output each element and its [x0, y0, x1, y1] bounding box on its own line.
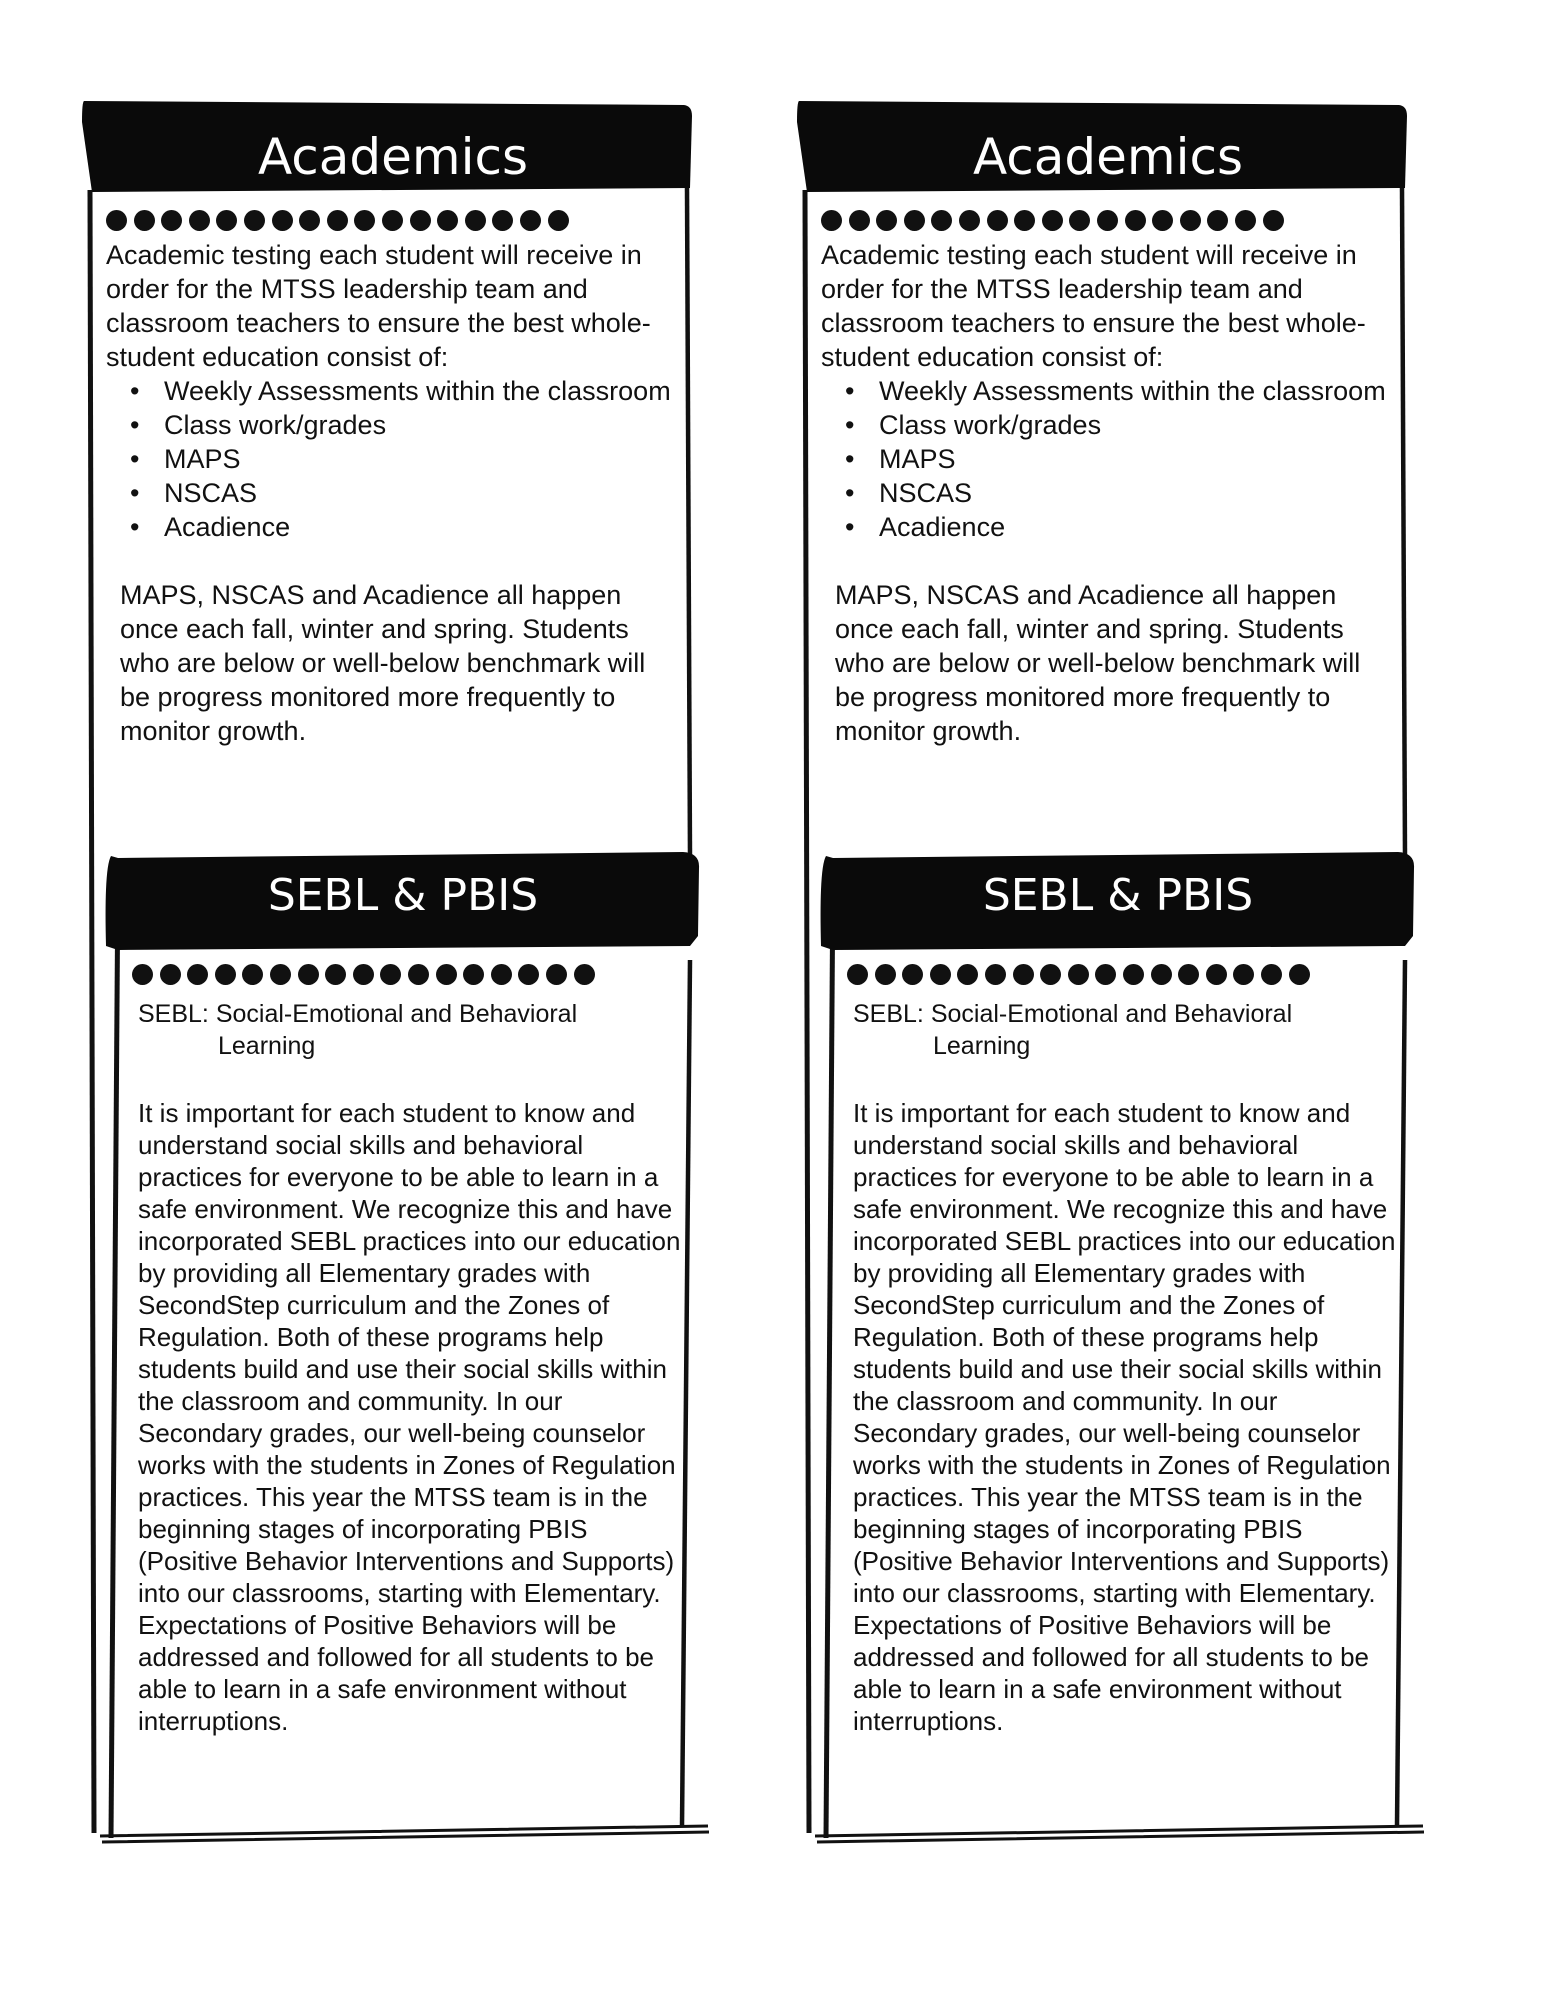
list-item: • Weekly Assessments within the classroom [841, 374, 1386, 408]
academics-heading: Academics [257, 128, 529, 186]
sebl-pbis-heading: SEBL & PBIS [982, 870, 1254, 921]
list-item: • Weekly Assessments within the classroom [126, 374, 671, 408]
sebl-paragraph: It is important for each student to know and understand social skills and behavioral practices for everyone to be able to learn in a safe environment. We recognize this and have incorporated SEBL practices into our education by providing all Elementary grades with SecondStep curriculum and the Zones of Regulation. Both of these programs help students build and use their social skills within the classroom and community. In our Secondary grades, our well-being counselor works with the students in Zones of Regulation practices. This year the MTSS team is in the beginning stages of incorporating PBIS (Positive Behavior Interventions and Supports) into our classrooms, starting with Elementary. Expectations of Positive Behaviors will be addressed and followed for all students to be able to learn in a safe environment without interruptions. [138, 1098, 681, 1736]
sebl-term: SEBL: [853, 1000, 924, 1028]
list-item: • Class work/grades [126, 408, 671, 442]
sebl-definition [138, 998, 658, 1062]
sebl-definition [853, 998, 1373, 1062]
list-item: • MAPS [841, 442, 1386, 476]
academics-body [106, 238, 671, 748]
academics-paragraph: MAPS, NSCAS and Acadience all happen once each fall, winter and spring. Students who are below or well-below benchmark will be progress monitored more frequently to monitor growth. [120, 580, 646, 746]
sebl-term: SEBL: [138, 1000, 209, 1028]
academics-intro: Academic testing each student will receive in order for the MTSS leadership team and classroom teachers to ensure the best whole-student education consist of: [821, 240, 1366, 372]
academics-intro: Academic testing each student will receive in order for the MTSS leadership team and classroom teachers to ensure the best whole-student education consist of: [106, 240, 651, 372]
bookmark-card-left [78, 98, 698, 1858]
list-item: • Acadience [841, 510, 1386, 544]
dot-divider [847, 964, 1310, 985]
list-item: • Acadience [126, 510, 671, 544]
sebl-paragraph: It is important for each student to know and understand social skills and behavioral practices for everyone to be able to learn in a safe environment. We recognize this and have incorporated SEBL practices into our education by providing all Elementary grades with SecondStep curriculum and the Zones of Regulation. Both of these programs help students build and use their social skills within the classroom and community. In our Secondary grades, our well-being counselor works with the students in Zones of Regulation practices. This year the MTSS team is in the beginning stages of incorporating PBIS (Positive Behavior Interventions and Supports) into our classrooms, starting with Elementary. Expectations of Positive Behaviors will be addressed and followed for all students to be able to learn in a safe environment without interruptions. [853, 1098, 1396, 1736]
list-item: • NSCAS [841, 476, 1386, 510]
dot-divider [106, 210, 569, 231]
academics-body [821, 238, 1386, 748]
dot-divider [821, 210, 1284, 231]
assessment-list [106, 374, 671, 544]
list-item: • Class work/grades [841, 408, 1386, 442]
academics-paragraph: MAPS, NSCAS and Acadience all happen once each fall, winter and spring. Students who are below or well-below benchmark will be progress monitored more frequently to monitor growth. [835, 580, 1361, 746]
sebl-term-text: Social-Emotional and Behavioral [930, 1000, 1293, 1028]
sebl-term-text: Social-Emotional and Behavioral [215, 1000, 578, 1028]
sebl-term-text-continued: Learning [933, 1032, 1031, 1060]
dot-divider [132, 964, 595, 985]
bookmark-card-right [793, 98, 1413, 1858]
sebl-pbis-heading: SEBL & PBIS [267, 870, 539, 921]
list-item: • NSCAS [126, 476, 671, 510]
sebl-term-text-continued: Learning [218, 1032, 316, 1060]
academics-heading: Academics [972, 128, 1244, 186]
assessment-list [821, 374, 1386, 544]
list-item: • MAPS [126, 442, 671, 476]
